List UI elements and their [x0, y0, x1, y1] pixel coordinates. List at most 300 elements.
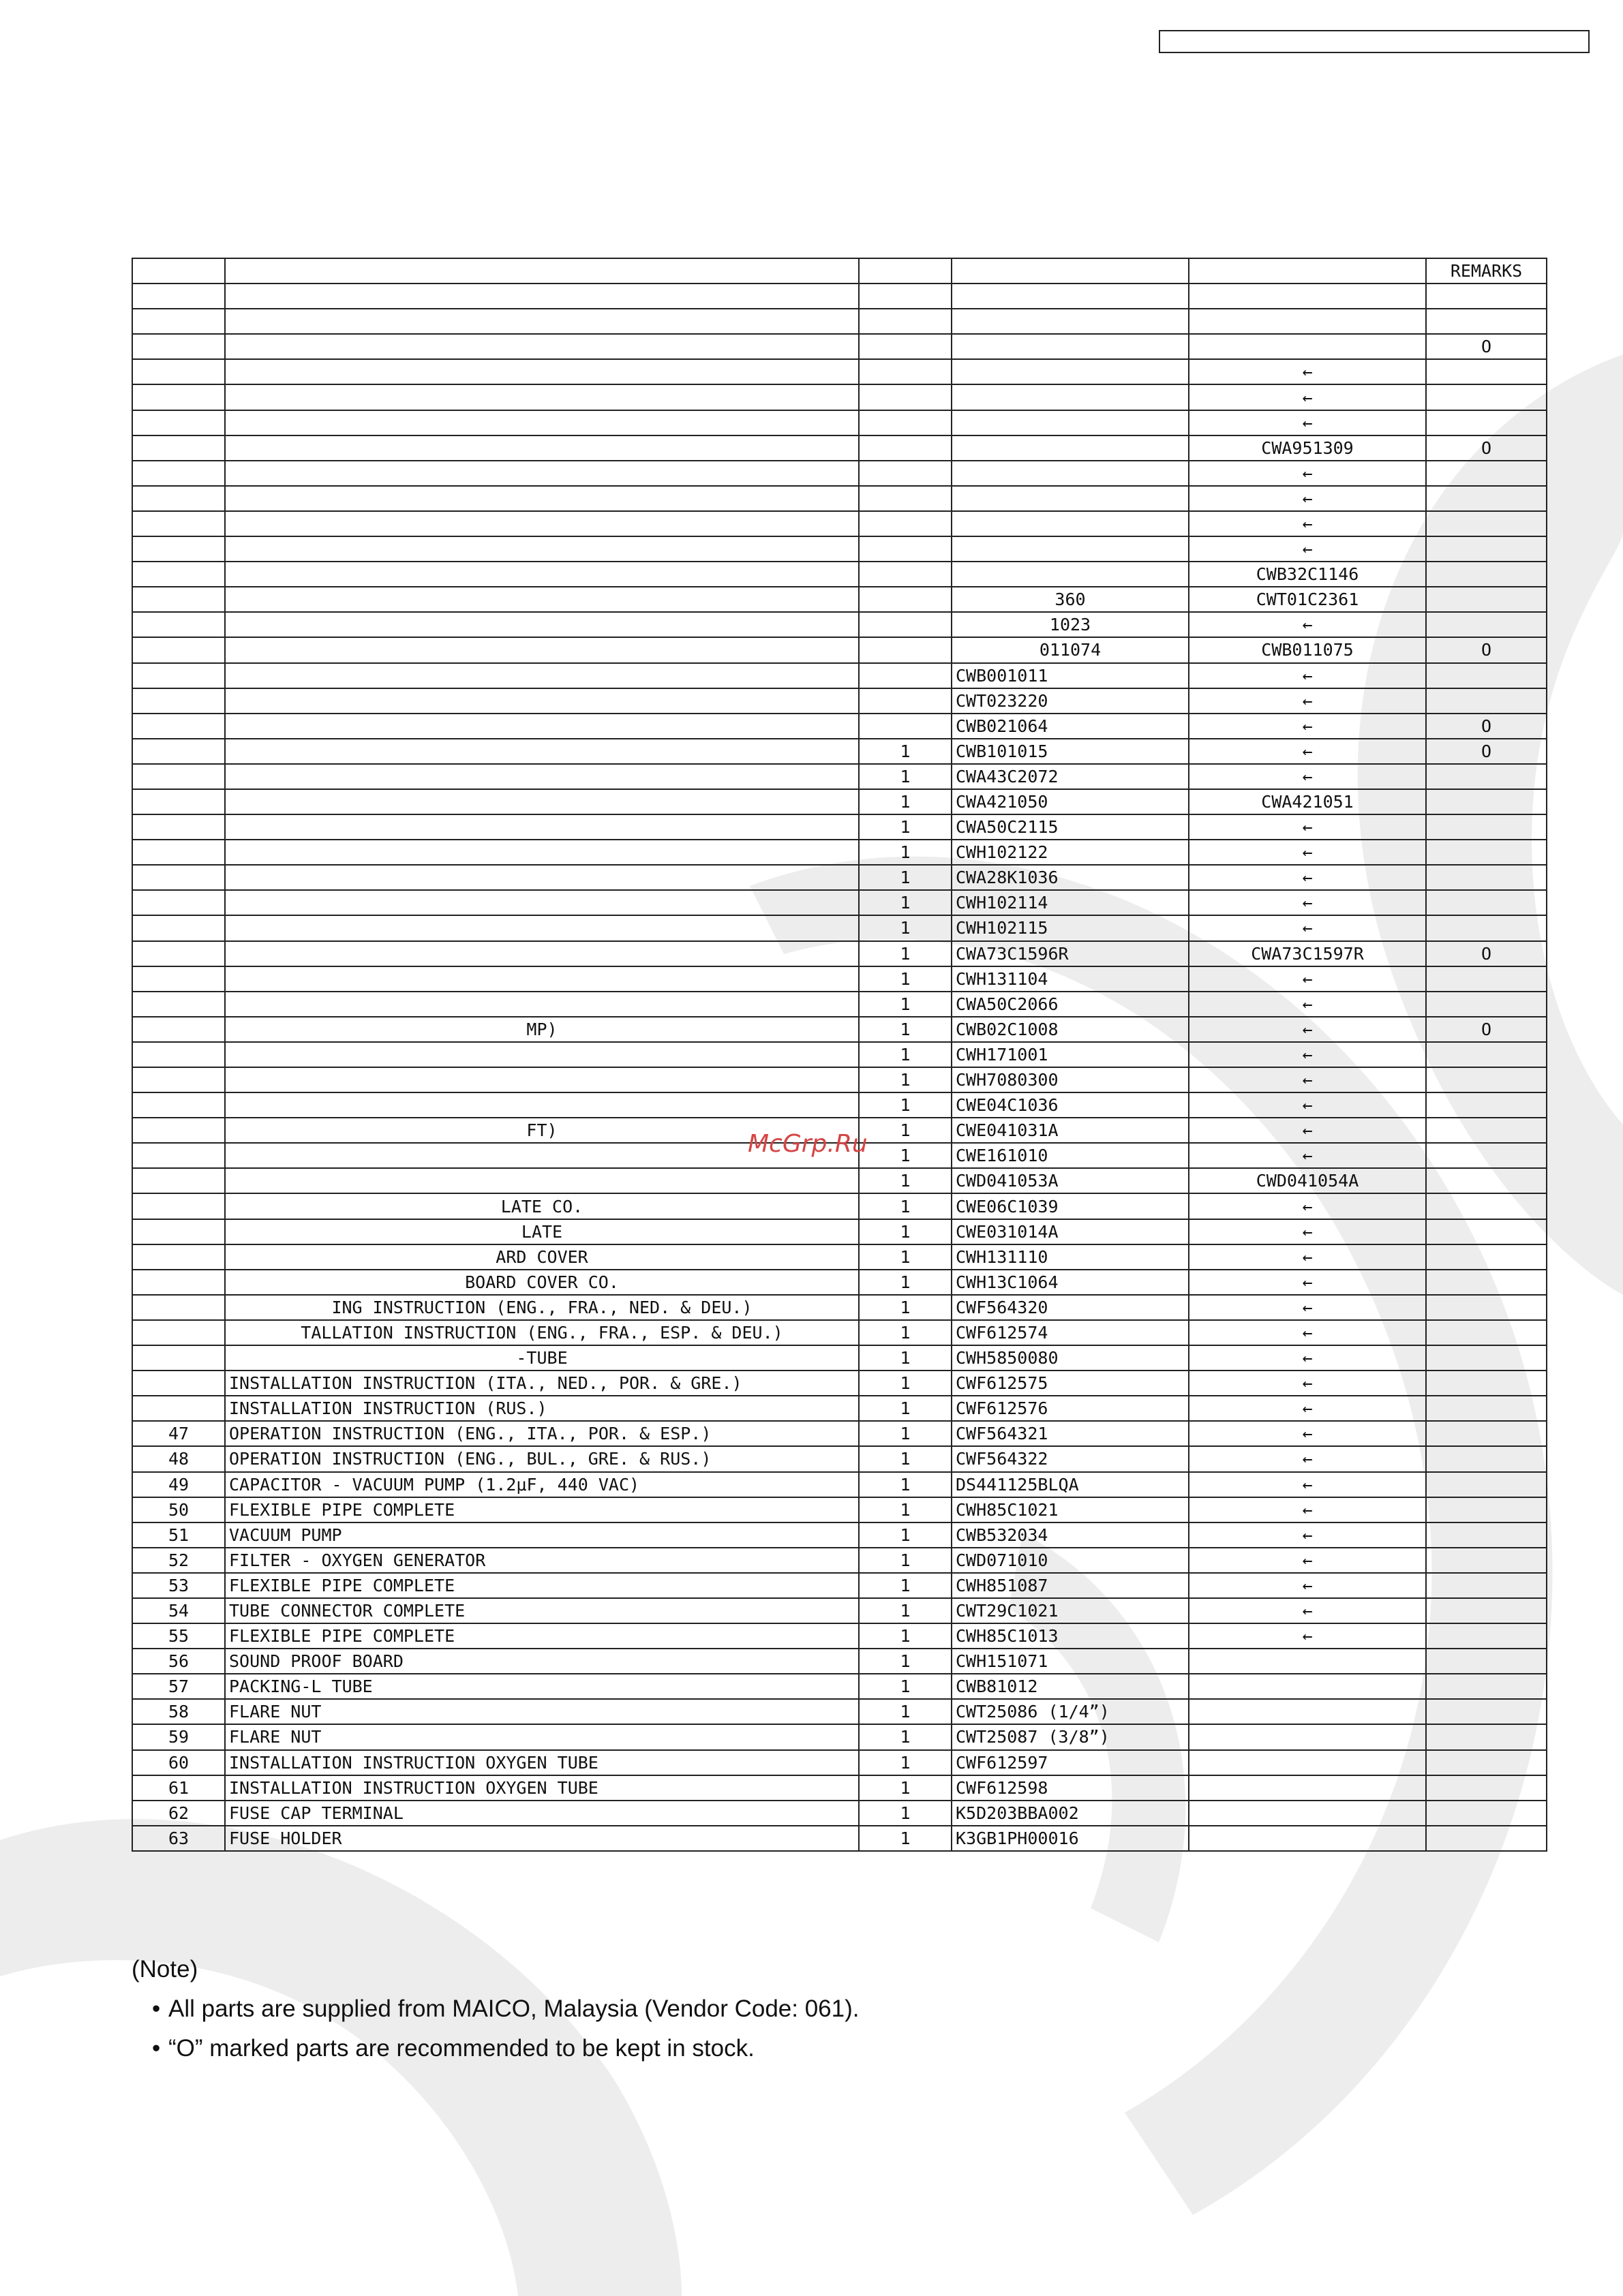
cell-part-name — [225, 814, 859, 840]
table-row — [132, 1295, 1547, 1320]
bullet-icon: • — [152, 2035, 161, 2062]
cell-part-name — [225, 941, 859, 966]
cell-ref-no — [132, 814, 225, 840]
cell-alt-part-number: ← — [1189, 461, 1426, 486]
cell-alt-part-number: CWA73C1597R — [1189, 941, 1426, 966]
cell-qty: 1 — [859, 1649, 952, 1674]
cell-qty — [859, 536, 952, 562]
cell-remarks — [1426, 915, 1547, 940]
table-row — [132, 1522, 1547, 1548]
cell-alt-part-number: CWA951309 — [1189, 435, 1426, 461]
cell-part-name: OPERATION INSTRUCTION (ENG., ITA., POR. & ESP.) — [225, 1421, 859, 1446]
cell-part-name: PACKING-L TUBE — [225, 1674, 859, 1699]
cell-alt-part-number: ← — [1189, 1548, 1426, 1573]
cell-part-name — [225, 612, 859, 637]
cell-part-number — [952, 486, 1189, 511]
cell-alt-part-number: ← — [1189, 1573, 1426, 1598]
table-row — [132, 1598, 1547, 1623]
cell-remarks — [1426, 1168, 1547, 1193]
table-row — [132, 1320, 1547, 1345]
cell-remarks — [1426, 663, 1547, 688]
header-cell-no — [132, 258, 225, 284]
cell-ref-no — [132, 284, 225, 309]
cell-qty — [859, 334, 952, 359]
cell-remarks — [1426, 1699, 1547, 1724]
cell-part-name — [225, 764, 859, 789]
cell-part-name: INSTALLATION INSTRUCTION (RUS.) — [225, 1396, 859, 1421]
cell-part-name — [225, 663, 859, 688]
cell-part-name: FUSE HOLDER — [225, 1826, 859, 1851]
table-row — [132, 1548, 1547, 1573]
note-text: All parts are supplied from MAICO, Malaysia (Vendor Code: 061). — [168, 1995, 860, 2022]
table-row — [132, 486, 1547, 511]
cell-part-name — [225, 1042, 859, 1067]
cell-qty: 1 — [859, 1219, 952, 1244]
cell-qty: 1 — [859, 1826, 952, 1851]
table-row — [132, 1270, 1547, 1295]
cell-part-number: CWA50C2066 — [952, 992, 1189, 1017]
cell-part-name: ING INSTRUCTION (ENG., FRA., NED. & DEU.) — [225, 1295, 859, 1320]
cell-alt-part-number: ← — [1189, 840, 1426, 865]
cell-qty: 1 — [859, 1724, 952, 1749]
cell-remarks — [1426, 1801, 1547, 1826]
cell-alt-part-number — [1189, 334, 1426, 359]
cell-alt-part-number: ← — [1189, 1446, 1426, 1471]
table-row — [132, 992, 1547, 1017]
cell-alt-part-number — [1189, 284, 1426, 309]
cell-ref-no — [132, 1270, 225, 1295]
cell-part-number: CWF612576 — [952, 1396, 1189, 1421]
cell-part-name — [225, 739, 859, 764]
cell-part-number: CWH85C1021 — [952, 1497, 1189, 1522]
table-header-row — [132, 258, 1547, 284]
cell-ref-no — [132, 789, 225, 814]
cell-remarks — [1426, 966, 1547, 992]
table-row — [132, 637, 1547, 662]
table-row — [132, 612, 1547, 637]
cell-qty: 1 — [859, 789, 952, 814]
cell-part-number: CWB001011 — [952, 663, 1189, 688]
cell-alt-part-number — [1189, 1699, 1426, 1724]
cell-ref-no — [132, 359, 225, 384]
cell-remarks — [1426, 865, 1547, 890]
cell-qty: 1 — [859, 1699, 952, 1724]
table-row — [132, 1193, 1547, 1219]
cell-remarks: O — [1426, 435, 1547, 461]
cell-ref-no — [132, 966, 225, 992]
table-row — [132, 1446, 1547, 1471]
cell-qty: 1 — [859, 1320, 952, 1345]
cell-ref-no — [132, 334, 225, 359]
cell-qty: 1 — [859, 1092, 952, 1118]
cell-ref-no — [132, 637, 225, 662]
cell-alt-part-number: ← — [1189, 1118, 1426, 1143]
cell-alt-part-number: ← — [1189, 1295, 1426, 1320]
cell-part-number: CWA28K1036 — [952, 865, 1189, 890]
cell-part-name — [225, 334, 859, 359]
table-row — [132, 1067, 1547, 1092]
cell-part-number: CWH151071 — [952, 1649, 1189, 1674]
cell-ref-no — [132, 915, 225, 940]
cell-part-name: FLARE NUT — [225, 1699, 859, 1724]
cell-part-number: CWF564321 — [952, 1421, 1189, 1446]
cell-part-number: CWD071010 — [952, 1548, 1189, 1573]
cell-remarks — [1426, 992, 1547, 1017]
cell-remarks — [1426, 1573, 1547, 1598]
cell-ref-no: 50 — [132, 1497, 225, 1522]
cell-ref-no: 49 — [132, 1472, 225, 1497]
cell-qty: 1 — [859, 1472, 952, 1497]
cell-qty: 1 — [859, 814, 952, 840]
table-row — [132, 1623, 1547, 1649]
cell-remarks — [1426, 486, 1547, 511]
cell-part-number: CWH102122 — [952, 840, 1189, 865]
table-row — [132, 1219, 1547, 1244]
cell-remarks — [1426, 1649, 1547, 1674]
table-row — [132, 1497, 1547, 1522]
cell-part-name: MP) — [225, 1017, 859, 1042]
cell-ref-no — [132, 1396, 225, 1421]
cell-ref-no: 63 — [132, 1826, 225, 1851]
cell-ref-no: 51 — [132, 1522, 225, 1548]
header-cell-part — [225, 258, 859, 284]
cell-qty — [859, 612, 952, 637]
cell-alt-part-number: ← — [1189, 764, 1426, 789]
cell-ref-no — [132, 1118, 225, 1143]
cell-alt-part-number: ← — [1189, 739, 1426, 764]
cell-part-number: CWT29C1021 — [952, 1598, 1189, 1623]
cell-part-number: CWH13C1064 — [952, 1270, 1189, 1295]
cell-ref-no — [132, 511, 225, 536]
cell-qty: 1 — [859, 890, 952, 915]
cell-remarks — [1426, 1193, 1547, 1219]
cell-qty — [859, 284, 952, 309]
cell-qty: 1 — [859, 1446, 952, 1471]
cell-alt-part-number: ← — [1189, 1598, 1426, 1623]
cell-remarks — [1426, 1472, 1547, 1497]
cell-part-name — [225, 511, 859, 536]
cell-qty: 1 — [859, 915, 952, 940]
cell-qty — [859, 663, 952, 688]
table-row — [132, 814, 1547, 840]
table-row — [132, 1472, 1547, 1497]
cell-ref-no — [132, 1320, 225, 1345]
cell-part-name: FLEXIBLE PIPE COMPLETE — [225, 1497, 859, 1522]
cell-ref-no: 55 — [132, 1623, 225, 1649]
cell-ref-no: 54 — [132, 1598, 225, 1623]
header-cell-pn — [952, 258, 1189, 284]
cell-ref-no — [132, 1371, 225, 1396]
cell-part-number: CWH131110 — [952, 1244, 1189, 1270]
cell-qty: 1 — [859, 1042, 952, 1067]
cell-ref-no: 52 — [132, 1548, 225, 1573]
cell-qty — [859, 309, 952, 334]
cell-alt-part-number — [1189, 309, 1426, 334]
cell-alt-part-number: CWB011075 — [1189, 637, 1426, 662]
cell-part-name: LATE CO. — [225, 1193, 859, 1219]
cell-ref-no — [132, 739, 225, 764]
cell-remarks — [1426, 384, 1547, 410]
cell-qty — [859, 359, 952, 384]
cell-ref-no — [132, 865, 225, 890]
cell-alt-part-number: CWD041054A — [1189, 1168, 1426, 1193]
table-row — [132, 1017, 1547, 1042]
cell-remarks: O — [1426, 1017, 1547, 1042]
cell-alt-part-number: ← — [1189, 1017, 1426, 1042]
table-row — [132, 840, 1547, 865]
table-row — [132, 915, 1547, 940]
cell-ref-no — [132, 1143, 225, 1168]
cell-part-name — [225, 486, 859, 511]
table-row — [132, 688, 1547, 714]
cell-ref-no — [132, 612, 225, 637]
cell-remarks — [1426, 1270, 1547, 1295]
cell-part-number: CWF612598 — [952, 1775, 1189, 1801]
cell-remarks — [1426, 1674, 1547, 1699]
cell-remarks — [1426, 1522, 1547, 1548]
cell-part-number — [952, 334, 1189, 359]
cell-alt-part-number: CWB32C1146 — [1189, 562, 1426, 587]
table-row — [132, 966, 1547, 992]
cell-ref-no: 47 — [132, 1421, 225, 1446]
header-field-box — [1159, 30, 1590, 53]
cell-qty: 1 — [859, 1067, 952, 1092]
bullet-icon: • — [152, 1995, 161, 2022]
cell-ref-no: 53 — [132, 1573, 225, 1598]
cell-part-name: ARD COVER — [225, 1244, 859, 1270]
cell-part-number: CWF612597 — [952, 1750, 1189, 1775]
cell-part-number: CWF564320 — [952, 1295, 1189, 1320]
table-row — [132, 461, 1547, 486]
cell-remarks — [1426, 1548, 1547, 1573]
cell-remarks — [1426, 814, 1547, 840]
cell-qty: 1 — [859, 1674, 952, 1699]
cell-part-number: CWB021064 — [952, 714, 1189, 739]
cell-part-name — [225, 1067, 859, 1092]
cell-ref-no — [132, 587, 225, 612]
cell-part-number — [952, 562, 1189, 587]
cell-alt-part-number: ← — [1189, 1421, 1426, 1446]
cell-part-number: CWH851087 — [952, 1573, 1189, 1598]
cell-part-name: VACUUM PUMP — [225, 1522, 859, 1548]
cell-remarks — [1426, 1320, 1547, 1345]
table-row — [132, 714, 1547, 739]
table-row — [132, 536, 1547, 562]
cell-qty: 1 — [859, 840, 952, 865]
cell-part-name — [225, 714, 859, 739]
cell-part-number: CWB02C1008 — [952, 1017, 1189, 1042]
cell-alt-part-number — [1189, 1674, 1426, 1699]
cell-qty — [859, 384, 952, 410]
cell-part-name — [225, 587, 859, 612]
cell-part-number: CWH5850080 — [952, 1345, 1189, 1371]
cell-ref-no — [132, 714, 225, 739]
cell-ref-no — [132, 1092, 225, 1118]
cell-remarks — [1426, 1446, 1547, 1471]
cell-alt-part-number: ← — [1189, 1143, 1426, 1168]
cell-alt-part-number: ← — [1189, 1320, 1426, 1345]
table-row — [132, 334, 1547, 359]
cell-ref-no — [132, 663, 225, 688]
table-row — [132, 1674, 1547, 1699]
cell-qty: 1 — [859, 941, 952, 966]
table-row — [132, 587, 1547, 612]
table-row — [132, 764, 1547, 789]
table-row — [132, 1724, 1547, 1749]
cell-qty: 1 — [859, 764, 952, 789]
cell-part-number: CWH85C1013 — [952, 1623, 1189, 1649]
cell-part-number — [952, 284, 1189, 309]
cell-alt-part-number: ← — [1189, 1623, 1426, 1649]
table-row — [132, 1092, 1547, 1118]
note-item — [152, 1995, 860, 2023]
cell-alt-part-number — [1189, 1649, 1426, 1674]
cell-remarks — [1426, 1396, 1547, 1421]
table-row — [132, 1168, 1547, 1193]
table-row — [132, 1396, 1547, 1421]
cell-ref-no — [132, 461, 225, 486]
cell-part-name: TALLATION INSTRUCTION (ENG., FRA., ESP. & DEU.) — [225, 1320, 859, 1345]
cell-part-number: CWA73C1596R — [952, 941, 1189, 966]
cell-alt-part-number — [1189, 1826, 1426, 1851]
cell-remarks — [1426, 284, 1547, 309]
cell-remarks — [1426, 1775, 1547, 1801]
cell-qty: 1 — [859, 1193, 952, 1219]
cell-remarks — [1426, 1371, 1547, 1396]
table-row — [132, 1775, 1547, 1801]
cell-remarks — [1426, 840, 1547, 865]
cell-qty — [859, 688, 952, 714]
cell-remarks — [1426, 789, 1547, 814]
cell-part-name — [225, 688, 859, 714]
cell-remarks — [1426, 1826, 1547, 1851]
cell-part-number: 360 — [952, 587, 1189, 612]
cell-qty: 1 — [859, 1421, 952, 1446]
cell-part-name — [225, 637, 859, 662]
cell-ref-no — [132, 309, 225, 334]
cell-alt-part-number: ← — [1189, 814, 1426, 840]
cell-qty — [859, 714, 952, 739]
cell-qty: 1 — [859, 992, 952, 1017]
note-item — [152, 2035, 860, 2062]
cell-part-number: CWT25087 (3/8”) — [952, 1724, 1189, 1749]
cell-qty: 1 — [859, 1017, 952, 1042]
cell-part-name — [225, 840, 859, 865]
table-row — [132, 359, 1547, 384]
table-row — [132, 309, 1547, 334]
cell-alt-part-number — [1189, 1750, 1426, 1775]
site-watermark-text: McGrp.Ru — [748, 1130, 868, 1158]
cell-qty: 1 — [859, 1143, 952, 1168]
header-cell-remarks: REMARKS — [1426, 258, 1547, 284]
cell-part-number: CWH102114 — [952, 890, 1189, 915]
cell-part-number: CWE06C1039 — [952, 1193, 1189, 1219]
cell-alt-part-number: ← — [1189, 1345, 1426, 1371]
cell-ref-no: 48 — [132, 1446, 225, 1471]
table-row — [132, 1573, 1547, 1598]
cell-ref-no — [132, 890, 225, 915]
cell-alt-part-number: ← — [1189, 359, 1426, 384]
cell-alt-part-number — [1189, 1801, 1426, 1826]
cell-remarks — [1426, 890, 1547, 915]
cell-part-name — [225, 410, 859, 435]
cell-part-name: FUSE CAP TERMINAL — [225, 1801, 859, 1826]
cell-ref-no — [132, 840, 225, 865]
cell-remarks — [1426, 1623, 1547, 1649]
table-row — [132, 1801, 1547, 1826]
table-row — [132, 511, 1547, 536]
cell-remarks — [1426, 1724, 1547, 1749]
cell-ref-no — [132, 1244, 225, 1270]
cell-remarks — [1426, 359, 1547, 384]
cell-alt-part-number: ← — [1189, 1092, 1426, 1118]
cell-alt-part-number: ← — [1189, 1522, 1426, 1548]
cell-ref-no: 61 — [132, 1775, 225, 1801]
cell-qty: 1 — [859, 1801, 952, 1826]
cell-part-number: 011074 — [952, 637, 1189, 662]
table-row — [132, 1244, 1547, 1270]
cell-ref-no — [132, 764, 225, 789]
cell-alt-part-number: ← — [1189, 511, 1426, 536]
cell-alt-part-number — [1189, 1775, 1426, 1801]
cell-qty — [859, 587, 952, 612]
notes-section — [132, 1956, 860, 2075]
cell-part-name — [225, 536, 859, 562]
cell-part-number: CWF564322 — [952, 1446, 1189, 1471]
cell-ref-no: 59 — [132, 1724, 225, 1749]
cell-remarks — [1426, 1497, 1547, 1522]
cell-part-number: CWH7080300 — [952, 1067, 1189, 1092]
cell-part-number: CWH102115 — [952, 915, 1189, 940]
cell-ref-no — [132, 1168, 225, 1193]
cell-part-name: CAPACITOR - VACUUM PUMP (1.2μF, 440 VAC) — [225, 1472, 859, 1497]
cell-part-number: CWH171001 — [952, 1042, 1189, 1067]
cell-alt-part-number: ← — [1189, 966, 1426, 992]
cell-remarks — [1426, 1750, 1547, 1775]
cell-ref-no: 56 — [132, 1649, 225, 1674]
cell-alt-part-number: ← — [1189, 1472, 1426, 1497]
cell-alt-part-number: ← — [1189, 536, 1426, 562]
cell-alt-part-number: ← — [1189, 486, 1426, 511]
cell-ref-no — [132, 1295, 225, 1320]
cell-part-number — [952, 435, 1189, 461]
cell-part-number: CWA43C2072 — [952, 764, 1189, 789]
cell-part-number — [952, 384, 1189, 410]
cell-ref-no: 60 — [132, 1750, 225, 1775]
cell-ref-no — [132, 410, 225, 435]
cell-part-number: CWF612575 — [952, 1371, 1189, 1396]
cell-ref-no — [132, 688, 225, 714]
cell-alt-part-number: ← — [1189, 1067, 1426, 1092]
cell-qty: 1 — [859, 1497, 952, 1522]
cell-remarks — [1426, 1092, 1547, 1118]
cell-ref-no — [132, 1017, 225, 1042]
cell-part-name: INSTALLATION INSTRUCTION OXYGEN TUBE — [225, 1750, 859, 1775]
cell-qty: 1 — [859, 1295, 952, 1320]
cell-part-name: INSTALLATION INSTRUCTION (ITA., NED., POR. & GRE.) — [225, 1371, 859, 1396]
cell-qty: 1 — [859, 1118, 952, 1143]
cell-remarks: O — [1426, 739, 1547, 764]
cell-part-number: CWB101015 — [952, 739, 1189, 764]
cell-remarks — [1426, 309, 1547, 334]
cell-part-name — [225, 992, 859, 1017]
cell-part-number: CWB81012 — [952, 1674, 1189, 1699]
cell-alt-part-number: ← — [1189, 612, 1426, 637]
cell-part-number — [952, 461, 1189, 486]
cell-part-number: CWE04C1036 — [952, 1092, 1189, 1118]
parts-table — [132, 258, 1547, 1852]
table-row — [132, 663, 1547, 688]
